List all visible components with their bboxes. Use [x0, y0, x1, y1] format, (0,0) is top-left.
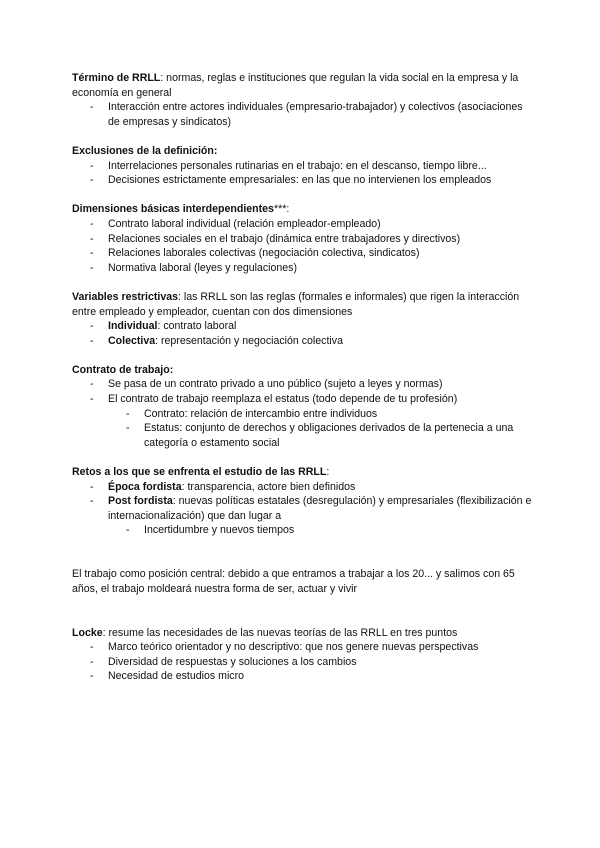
paragraph: [72, 71, 532, 100]
paragraph: [72, 465, 532, 480]
bullet-dash-icon: -: [90, 232, 94, 245]
bullet-dash-icon: -: [90, 670, 94, 683]
bold-term: Época fordista: [108, 480, 182, 493]
sub-list-item: [72, 523, 532, 538]
list-item: [72, 494, 532, 523]
bold-term: Individual: [108, 320, 158, 333]
text: : contrato laboral: [157, 320, 237, 333]
bullet-dash-icon: -: [90, 378, 94, 391]
paragraph: [72, 626, 532, 641]
list-item: [72, 246, 532, 261]
sub-list-item: [72, 407, 532, 422]
bullet-dash-icon: -: [126, 524, 130, 537]
text: : representación y negociación colectiva: [155, 334, 343, 347]
spacer: [72, 275, 532, 290]
list-item: [72, 334, 532, 349]
text: Marco teórico orientador y no descriptivo: que nos genere nuevas perspectivas: [108, 641, 479, 654]
bold-term: Colectiva: [108, 334, 156, 347]
spacer: [72, 450, 532, 465]
text: Normativa laboral (leyes y regulaciones): [108, 261, 298, 274]
list-item: [72, 159, 532, 174]
sub-list-item: [72, 421, 532, 450]
spacer: [72, 538, 532, 567]
text: Necesidad de estudios micro: [108, 670, 245, 683]
text: :: [326, 466, 330, 479]
list-item: [72, 261, 532, 276]
paragraph: [72, 363, 532, 378]
text: Se pasa de un contrato privado a uno público (sujeto a leyes y normas): [108, 378, 443, 391]
bullet-dash-icon: -: [90, 641, 94, 654]
bullet-dash-icon: -: [126, 407, 130, 420]
text: Incertidumbre y nuevos tiempos: [144, 524, 295, 537]
list-item: [72, 319, 532, 334]
list-item: [72, 377, 532, 392]
text: : las RRLL son las reglas (formales e informales) que rigen la interacción entre empleado y empleador, cuentan con dos dimensiones: [72, 290, 520, 318]
bullet-dash-icon: -: [90, 334, 94, 347]
text: El contrato de trabajo reemplaza el estatus (todo depende de tu profesión): [108, 393, 458, 406]
paragraph: [72, 144, 532, 159]
text: Relaciones sociales en el trabajo (dinámica entre trabajadores y directivos): [108, 232, 461, 245]
text: : nuevas políticas estatales (desregulación) y empresariales (flexibilización e internacionalización) que dan lugar a: [108, 495, 532, 522]
text: : resume las necesidades de las nuevas teorías de las RRLL en tres puntos: [102, 626, 458, 639]
bullet-dash-icon: -: [90, 393, 94, 406]
paragraph: [72, 202, 532, 217]
bold-term: Dimensiones básicas interdependientes: [72, 203, 274, 216]
bullet-dash-icon: -: [90, 174, 94, 187]
bullet-dash-icon: -: [126, 422, 130, 435]
list-item: [72, 640, 532, 655]
bullet-dash-icon: -: [90, 217, 94, 230]
paragraph: [72, 290, 532, 319]
list-item: [72, 173, 532, 188]
spacer: [72, 348, 532, 363]
bold-term: Retos a los que se enfrenta el estudio de las RRLL: [72, 466, 327, 479]
bullet-dash-icon: -: [90, 101, 94, 114]
bold-term: Exclusiones de la definición:: [72, 144, 218, 157]
text: Interacción entre actores individuales (empresario-trabajador) y colectivos (asociaciones de empresas y sindicatos): [108, 101, 523, 128]
text: Diversidad de respuestas y soluciones a los cambios: [108, 655, 357, 668]
bullet-dash-icon: -: [90, 261, 94, 274]
text: Estatus: conjunto de derechos y obligaciones derivados de la pertenecia a una categoría o estamento social: [144, 422, 514, 449]
bold-term: Locke: [72, 626, 103, 639]
bold-term: Variables restrictivas: [72, 290, 179, 303]
list-item: [72, 392, 532, 407]
document-body: [72, 71, 532, 684]
bullet-dash-icon: -: [90, 480, 94, 493]
text: : transparencia, actore bien definidos: [181, 480, 356, 493]
spacer: [72, 188, 532, 203]
bullet-dash-icon: -: [90, 247, 94, 260]
bold-term: Término de RRLL: [72, 72, 161, 84]
spacer: [72, 129, 532, 144]
text: El trabajo como posición central: debido a que entramos a trabajar a los 20... y salimos con 65 años, el trabajo moldeará nuestra forma de ser, actuar y vivir: [72, 568, 515, 595]
bullet-dash-icon: -: [90, 655, 94, 668]
bullet-dash-icon: -: [90, 495, 94, 508]
text: Relaciones laborales colectivas (negociación colectiva, sindicatos): [108, 247, 420, 260]
bold-term: Contrato de trabajo:: [72, 363, 174, 376]
bullet-dash-icon: -: [90, 320, 94, 333]
paragraph: [72, 567, 532, 596]
list-item: [72, 669, 532, 684]
list-item: [72, 100, 532, 129]
bold-term: Post fordista: [108, 495, 173, 508]
list-item: [72, 217, 532, 232]
list-item: [72, 232, 532, 247]
spacer: [72, 596, 532, 625]
text: Contrato: relación de intercambio entre individuos: [144, 407, 378, 420]
list-item: [72, 480, 532, 495]
bullet-dash-icon: -: [90, 159, 94, 172]
text: Interrelaciones personales rutinarias en el trabajo: en el descanso, tiempo libre...: [108, 159, 487, 172]
list-item: [72, 655, 532, 670]
text: ***:: [273, 203, 290, 216]
text: Decisiones estrictamente empresariales: en las que no intervienen los empleados: [108, 174, 492, 187]
text: Contrato laboral individual (relación empleador-empleado): [108, 217, 381, 230]
text: : normas, reglas e instituciones que regulan la vida social en la empresa y la economía en general: [72, 72, 519, 99]
